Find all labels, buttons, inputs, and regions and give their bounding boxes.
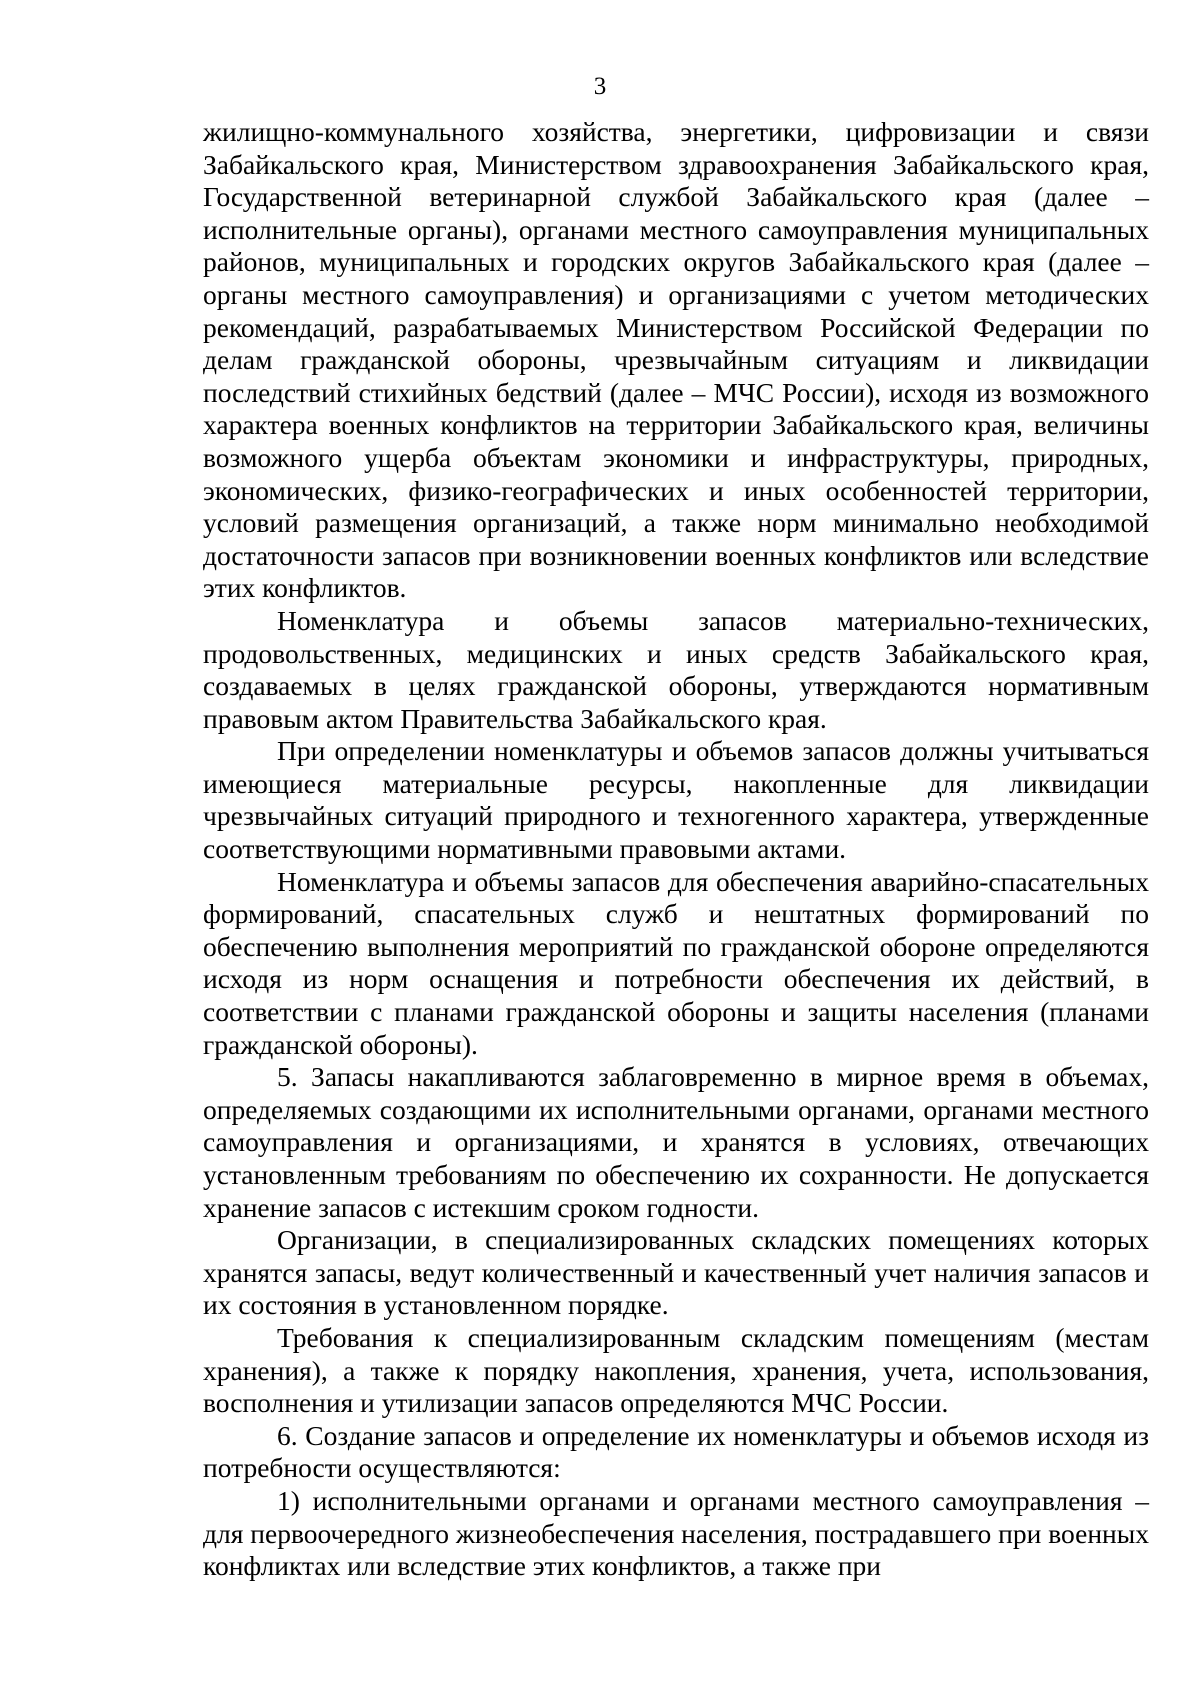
page-number: 3 — [593, 73, 607, 100]
paragraph-existing-resources: При определении номенклатуры и объемов запасов должны учитываться имеющиеся материальные ресурсы, накопленные для ликвидации чрезвычайных ситуаций природного и техногенного характера, утвержденные соответствующими нормативными правовыми актами. — [203, 735, 1149, 865]
paragraph-continuation: жилищно-коммунального хозяйства, энергетики, цифровизации и связи Забайкальского края, Министерством здравоохранения Забайкальского края, Государственной ветеринарной службой Забайкальского края (далее – исполнительные органы), органами местного самоуправления муниципальных районов, муниципальных и городских округов Забайкальского края (далее – органы местного самоуправления) и организациями с учетом методических рекомендаций, разрабатываемых Министерством Российской Федерации по делам гражданской обороны, чрезвычайным ситуациям и ликвидации последствий стихийных бедствий (далее – МЧС России), исходя из возможного характера военных конфликтов на территории Забайкальского края, величины возможного ущерба объектам экономики и инфраструктуры, природных, экономических, физико-географических и иных особенностей территории, условий размещения организаций, а также норм минимально необходимой достаточности запасов при возникновении военных конфликтов или вследствие этих конфликтов. — [203, 116, 1149, 604]
paragraph-section-6: 6. Создание запасов и определение их номенклатуры и объемов исходя из потребности осуществляются: — [203, 1419, 1149, 1484]
paragraph-storage-requirements: Требования к специализированным складским помещениям (местам хранения), а также к порядку накопления, хранения, учета, использования, восполнения и утилизации запасов определяются МЧС России. — [203, 1321, 1149, 1419]
paragraph-item-1: 1) исполнительными органами и органами местного самоуправления – для первоочередного жизнеобеспечения населения, пострадавшего при военных конфликтах или вследствие этих конфликтов, а также при — [203, 1484, 1149, 1582]
document-body — [203, 116, 1149, 1583]
paragraph-section-5: 5. Запасы накапливаются заблаговременно в мирное время в объемах, определяемых создающими их исполнительными органами, органами местного самоуправления и организациями, и хранятся в условиях, отвечающих установленным требованиям по обеспечению их сохранности. Не допускается хранение запасов с истекшим сроком годности. — [203, 1061, 1149, 1223]
paragraph-nomenclature-approval: Номенклатура и объемы запасов материально-технических, продовольственных, медицинских и иных средств Забайкальского края, создаваемых в целях гражданской обороны, утверждаются нормативным правовым актом Правительства Забайкальского края. — [203, 604, 1149, 734]
paragraph-organizations-accounting: Организации, в специализированных складских помещениях которых хранятся запасы, ведут количественный и качественный учет наличия запасов и их состояния в установленном порядке. — [203, 1224, 1149, 1321]
paragraph-rescue-formations: Номенклатура и объемы запасов для обеспечения аварийно-спасательных формирований, спасательных служб и нештатных формирований по обеспечению выполнения мероприятий по гражданской обороне определяются исходя из норм оснащения и потребности обеспечения их действий, в соответствии с планами гражданской обороны и защиты населения (планами гражданской обороны). — [203, 865, 1149, 1060]
